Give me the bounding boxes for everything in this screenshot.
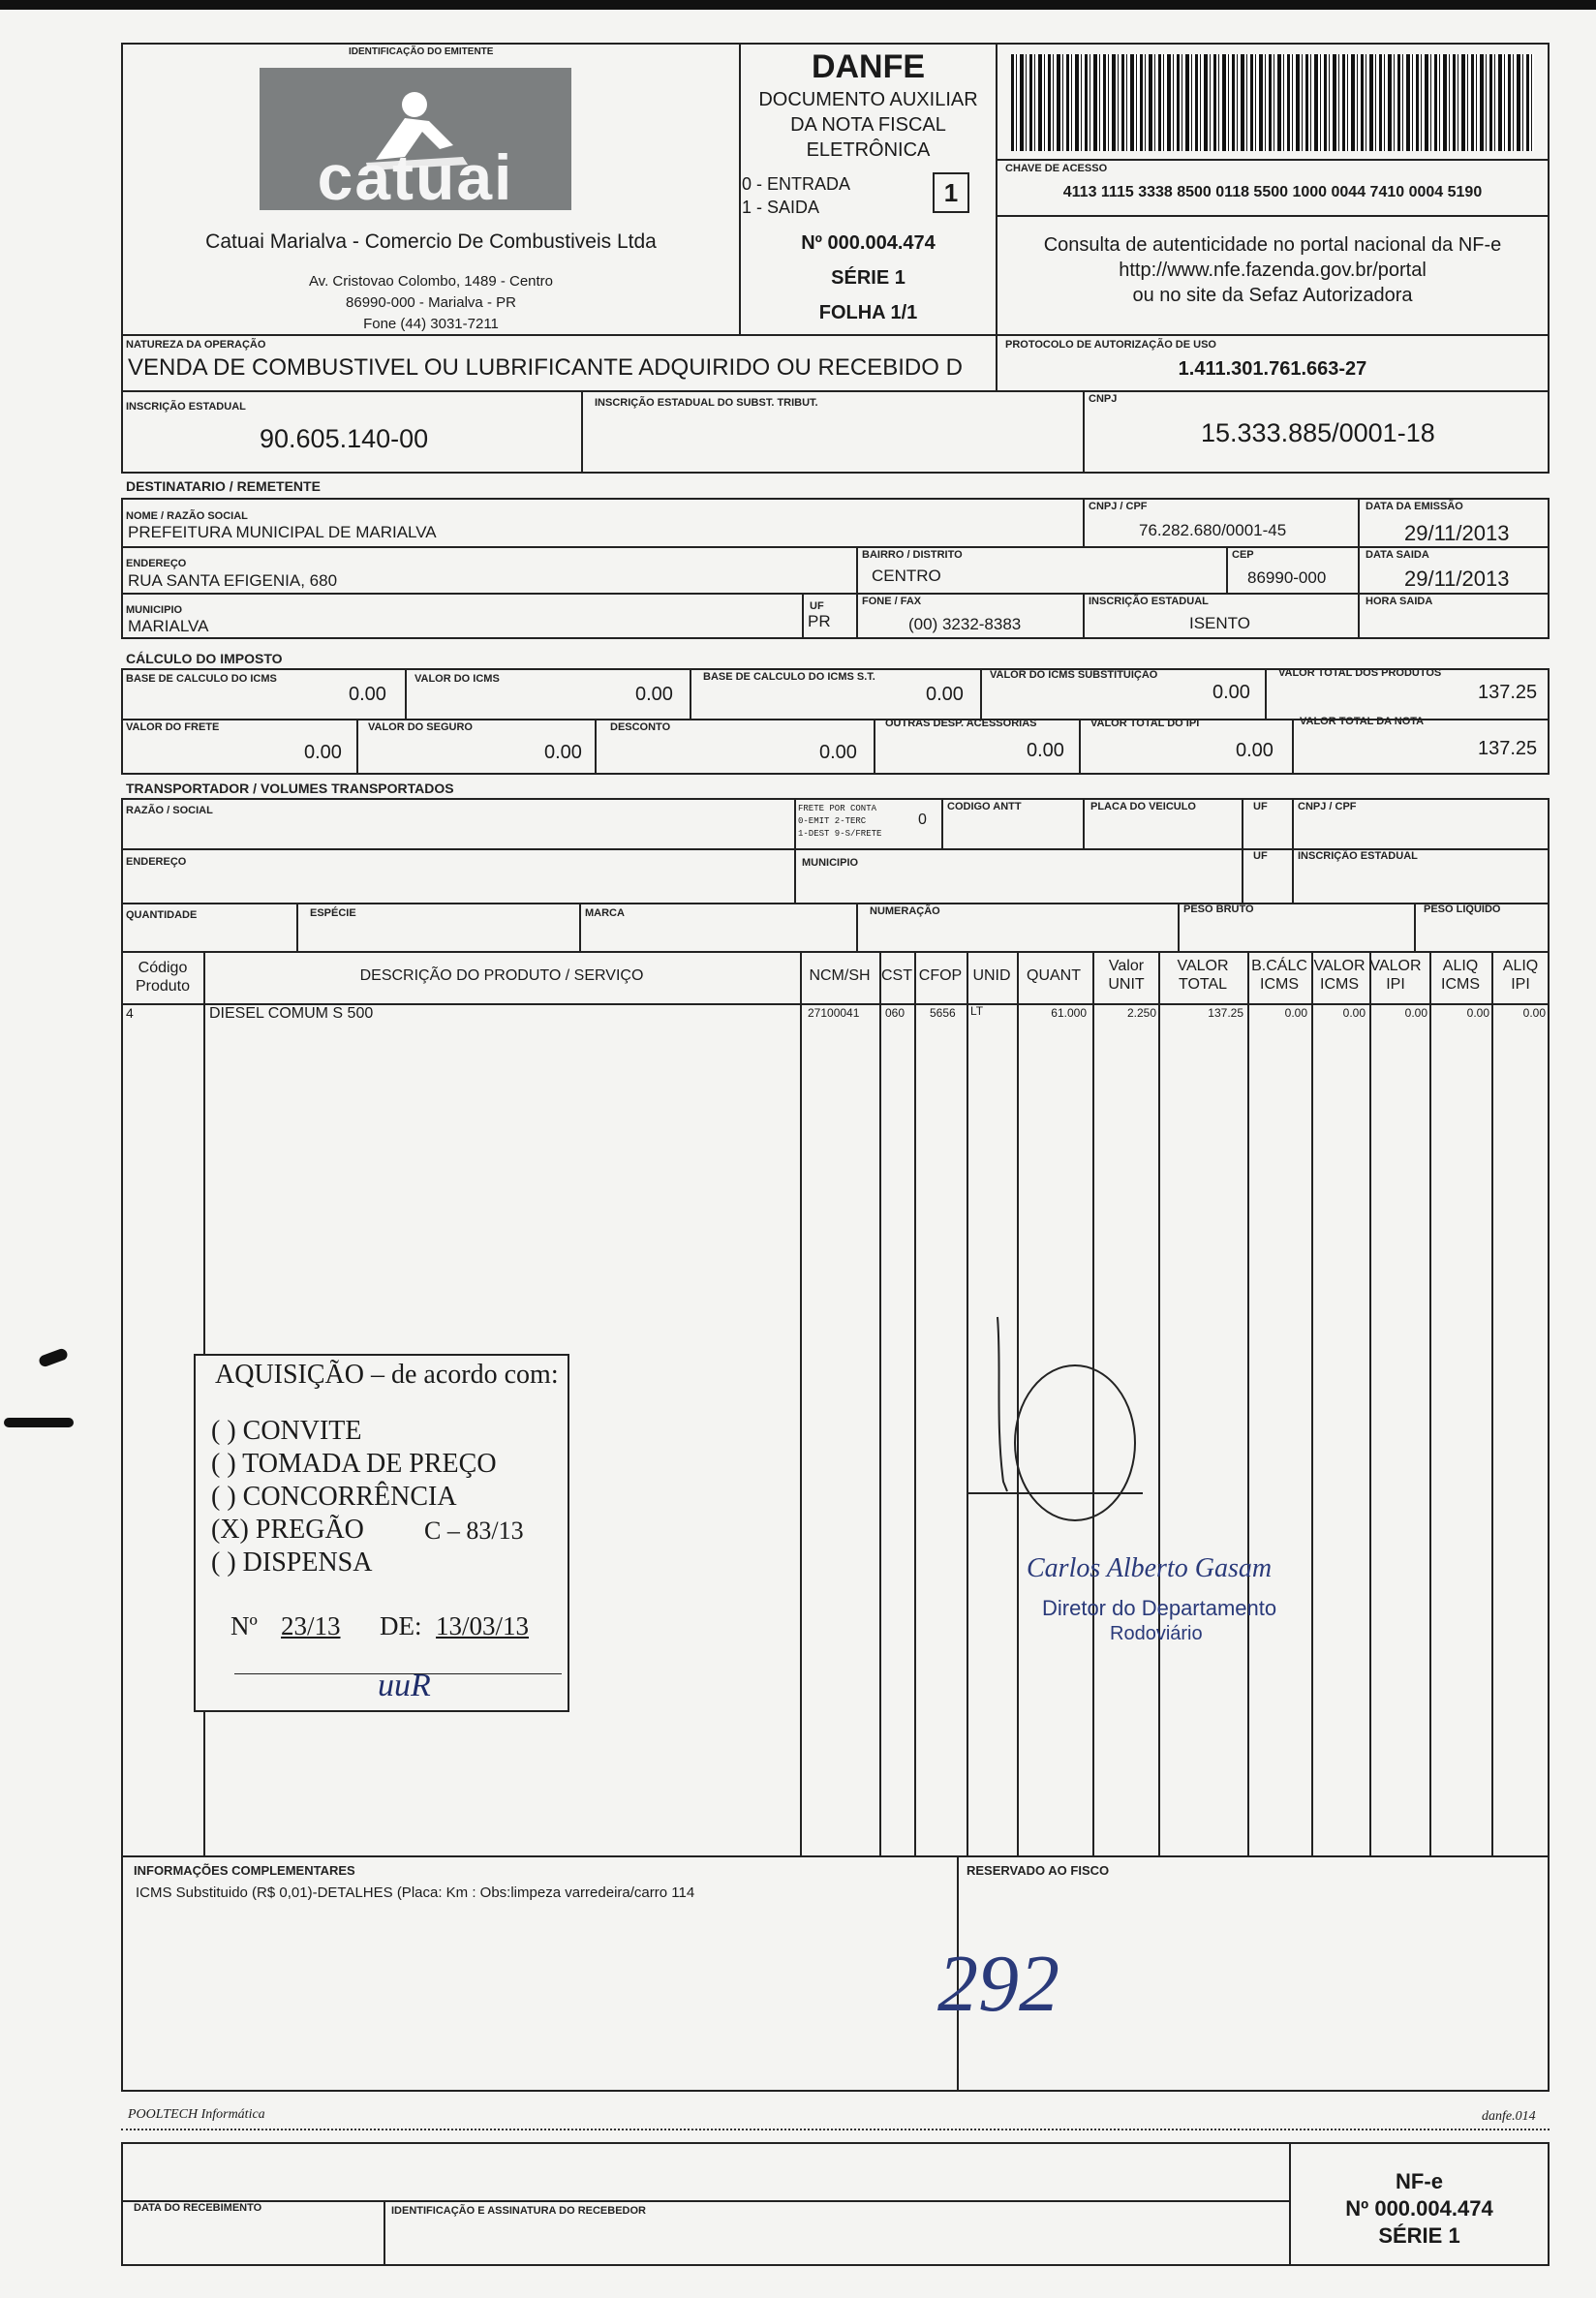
v-icms-label: VALOR DO ICMS [414, 673, 500, 685]
protocolo-label: PROTOCOLO DE AUTORIZAÇÃO DE USO [1005, 339, 1216, 351]
divider [384, 2200, 385, 2266]
peso-bruto-label: PESO BRUTO [1183, 904, 1254, 915]
frete-conta-2: 0-EMIT 2-TERC [798, 816, 867, 826]
frete-conta-3: 1-DEST 9-S/FRETE [798, 829, 882, 839]
seguro-label: VALOR DO SEGURO [368, 721, 473, 733]
divider [1083, 593, 1085, 639]
destinatario-box [121, 498, 1550, 639]
transp-endereco-label: ENDEREÇO [126, 856, 187, 868]
ipi-label: VALOR TOTAL DO IPI [1090, 718, 1200, 729]
header-codigo: Código Produto [135, 960, 191, 995]
dest-endereco: RUA SANTA EFIGENIA, 680 [128, 571, 338, 590]
danfe-folha: FOLHA 1/1 [818, 302, 918, 323]
scan-mark [4, 1418, 74, 1427]
divider [856, 903, 858, 953]
tear-line [121, 2129, 1550, 2130]
cell-codigo: 4 [126, 1005, 134, 1021]
signature-scribble [968, 1288, 1259, 1540]
divider [794, 798, 796, 904]
cell-valor-unit: 2.250 [1126, 1006, 1156, 1020]
divider [856, 546, 858, 593]
emitente-city: 86990-000 - Marialva - PR [346, 294, 516, 311]
dest-ie-label: INSCRIÇÃO ESTADUAL [1089, 596, 1209, 607]
barcode [1011, 54, 1534, 151]
divider [874, 719, 875, 775]
dest-cep: 86990-000 [1247, 568, 1327, 587]
column-divider [879, 951, 881, 1857]
divider [1358, 498, 1360, 639]
divider [121, 546, 1550, 548]
dest-nome: PREFEITURA MUNICIPAL DE MARIALVA [128, 523, 437, 541]
column-divider [1429, 951, 1431, 1857]
dest-ie: ISENTO [1189, 614, 1250, 632]
dest-saida-label: DATA SAIDA [1366, 549, 1429, 561]
numeracao-label: NUMERAÇÃO [870, 905, 940, 917]
divider [802, 593, 804, 639]
divider [941, 798, 943, 848]
divider [579, 903, 581, 953]
danfe-serie: SÉRIE 1 [831, 267, 905, 289]
dest-nome-label: NOME / RAZÃO SOCIAL [126, 510, 248, 522]
recebimento-label: DATA DO RECEBIMENTO [134, 2202, 262, 2214]
stamp-pregao-ref: C – 83/13 [424, 1517, 524, 1545]
consulta-2: http://www.nfe.fazenda.gov.br/portal [1119, 260, 1427, 281]
divider [1292, 798, 1294, 904]
header-valor-total: VALOR TOTAL [1177, 958, 1229, 993]
dest-endereco-label: ENDEREÇO [126, 558, 187, 569]
especie-label: ESPÉCIE [310, 907, 356, 919]
razao-label: RAZÃO / SOCIAL [126, 805, 213, 816]
v-prod-label: VALOR TOTAL DOS PRODUTOS [1278, 667, 1442, 679]
v-st-label: VALOR DO ICMS SUBSTITUIÇÃO [990, 669, 1158, 681]
dest-bairro: CENTRO [872, 567, 941, 585]
cell-cst: 060 [885, 1006, 905, 1020]
stamp-de-label: DE: [380, 1611, 422, 1640]
header-valor-unit: Valor UNIT [1108, 958, 1145, 993]
divider [1079, 719, 1081, 775]
emitente-phone: Fone (44) 3031-7211 [363, 316, 499, 332]
cell-cfop: 5656 [930, 1006, 956, 1020]
footer-code: danfe.014 [1482, 2109, 1536, 2124]
stamp-num-label: Nº [230, 1611, 258, 1640]
consulta-1: Consulta de autenticidade no portal nacional da NF-e [1043, 234, 1502, 256]
cell-valor-icms: 0.00 [1342, 1006, 1366, 1020]
dest-cnpj-label: CNPJ / CPF [1089, 501, 1148, 512]
stamp-dispensa: ( ) DISPENSA [211, 1547, 373, 1578]
divider [1083, 798, 1085, 848]
cell-aliq-ipi: 0.00 [1522, 1006, 1546, 1020]
signature-name: Carlos Alberto Gasam [1027, 1553, 1273, 1583]
identificacao-label: IDENTIFICAÇÃO E ASSINATURA DO RECEBEDOR [391, 2205, 646, 2217]
divider [996, 159, 1550, 161]
outras-label: OUTRAS DESP. ACESSORIAS [885, 718, 1037, 729]
danfe-subtitle-3: ELETRÔNICA [806, 139, 931, 161]
cnpj-value: 15.333.885/0001-18 [1201, 418, 1435, 447]
scan-mark [38, 1347, 69, 1368]
stamp-num: 23/13 [281, 1611, 341, 1640]
dest-bairro-label: BAIRRO / DISTRITO [862, 549, 963, 561]
divider [856, 593, 858, 639]
divider [1226, 546, 1228, 593]
column-divider [914, 951, 916, 1857]
quantidade-label: QUANTIDADE [126, 909, 198, 921]
protocolo-value: 1.411.301.761.663-27 [1178, 358, 1367, 380]
transp-ie-label: INSCRIÇÃO ESTADUAL [1298, 850, 1418, 862]
complementares-text: ICMS Substituido (R$ 0,01)-DETALHES (Placa: Km : Obs:limpeza varredeira/carro 114 [136, 1884, 695, 1901]
natureza-label: NATUREZA DA OPERAÇÃO [126, 339, 266, 351]
nota: 137.25 [1478, 738, 1538, 759]
danfe-title: DANFE [811, 48, 926, 85]
stamp-convite: ( ) CONVITE [211, 1416, 362, 1446]
cell-descricao: DIESEL COMUM S 500 [209, 1005, 374, 1022]
header-aliq-ipi: ALIQ IPI [1502, 958, 1539, 993]
danfe-entrada: 0 - ENTRADA [742, 174, 851, 194]
cell-quant: 61.000 [1051, 1006, 1087, 1020]
column-divider [800, 951, 802, 1857]
ipi: 0.00 [1236, 740, 1274, 761]
antt-label: CODIGO ANTT [947, 801, 1022, 812]
footer-brand: POOLTECH Informática [128, 2107, 265, 2122]
natureza-value: VENDA DE COMBUSTIVEL OU LUBRIFICANTE ADQUIRIDO OU RECEBIDO D [128, 354, 963, 381]
divider [1265, 668, 1267, 719]
dest-municipio-label: MUNICIPIO [126, 604, 183, 616]
header-cst: CST [881, 967, 912, 984]
danfe-subtitle-1: DOCUMENTO AUXILIAR [758, 89, 978, 110]
frete-label: VALOR DO FRETE [126, 721, 220, 733]
frete-conta-1: FRETE POR CONTA [798, 804, 877, 813]
footer-numero: Nº 000.004.474 [1345, 2196, 1493, 2221]
column-divider [1491, 951, 1493, 1857]
fisco-handwritten: 292 [937, 1939, 1059, 2029]
divider [296, 903, 298, 953]
bc-st: 0.00 [926, 684, 964, 705]
divider [1242, 798, 1243, 904]
header-cfop: CFOP [918, 967, 963, 984]
dest-uf-label: UF [810, 600, 824, 612]
divider [121, 2200, 1289, 2202]
acquisition-stamp [194, 1354, 569, 1712]
dest-emissao: 29/11/2013 [1404, 521, 1510, 545]
dest-cnpj: 76.282.680/0001-45 [1139, 521, 1287, 539]
header-descricao: DESCRIÇÃO DO PRODUTO / SERVIÇO [359, 967, 644, 984]
bc-st-label: BASE DE CALCULO DO ICMS S.T. [703, 671, 875, 683]
header-ncm: NCM/SH [809, 967, 871, 984]
frete-conta-value: 0 [918, 812, 927, 828]
fisco-label: RESERVADO AO FISCO [967, 1863, 1110, 1878]
v-prod: 137.25 [1478, 682, 1538, 703]
divider [1083, 498, 1085, 546]
dest-hora-label: HORA SAIDA [1366, 596, 1433, 607]
stamp-pregao: (X) PREGÃO [211, 1515, 364, 1545]
emitente-logo [260, 68, 571, 213]
chave-label: CHAVE DE ACESSO [1005, 163, 1108, 174]
header-quant: QUANT [1027, 967, 1081, 984]
divider [581, 390, 583, 474]
emitente-label: IDENTIFICAÇÃO DO EMITENTE [349, 46, 494, 57]
dest-municipio: MARIALVA [128, 617, 209, 635]
cell-valor-total: 137.25 [1208, 1006, 1243, 1020]
column-divider [1369, 951, 1371, 1857]
cell-aliq-icms: 0.00 [1466, 1006, 1489, 1020]
seguro: 0.00 [544, 742, 582, 763]
v-icms: 0.00 [635, 684, 673, 705]
divider [356, 719, 358, 775]
desconto-label: DESCONTO [610, 721, 671, 733]
signature-role-2: Rodoviário [1110, 1623, 1203, 1640]
divider [595, 719, 597, 775]
header-bc-icms: B.CÁLC ICMS [1251, 958, 1307, 993]
cell-valor-ipi: 0.00 [1404, 1006, 1427, 1020]
ie-label: INSCRIÇÃO ESTADUAL [126, 401, 246, 413]
dest-cep-label: CEP [1232, 549, 1254, 561]
bc-icms: 0.00 [349, 684, 386, 705]
marca-label: MARCA [585, 907, 625, 919]
cell-ncm: 27100041 [808, 1006, 860, 1020]
outras: 0.00 [1027, 740, 1064, 761]
consulta-3: ou no site da Sefaz Autorizadora [1132, 285, 1413, 306]
divider [1292, 719, 1294, 775]
dest-fone-label: FONE / FAX [862, 596, 922, 607]
desconto: 0.00 [819, 742, 857, 763]
stamp-de: 13/03/13 [436, 1611, 530, 1640]
stamp-initials: uuR [378, 1668, 431, 1703]
header-aliq-icms: ALIQ ICMS [1441, 958, 1480, 993]
destinatario-section: DESTINATARIO / REMETENTE [126, 478, 321, 494]
stamp-tomada: ( ) TOMADA DE PREÇO [211, 1449, 497, 1479]
danfe-saida: 1 - SAIDA [742, 198, 820, 217]
divider [405, 668, 407, 719]
header-valor-icms: VALOR ICMS [1313, 958, 1366, 993]
header-valor-ipi: VALOR IPI [1369, 958, 1422, 993]
dest-saida: 29/11/2013 [1404, 567, 1510, 591]
frete: 0.00 [304, 742, 342, 763]
scan-edge [0, 0, 1596, 10]
transportador-section: TRANSPORTADOR / VOLUMES TRANSPORTADOS [126, 781, 454, 796]
chave-value: 4113 1115 3338 8500 0118 5500 1000 0044 7410 0004 5190 [1062, 184, 1483, 200]
ie-value: 90.605.140-00 [260, 424, 429, 453]
danfe-subtitle-2: DA NOTA FISCAL [790, 114, 946, 136]
ie-st-label: INSCRIÇÃO ESTADUAL DO SUBST. TRIBUT. [595, 397, 818, 409]
dest-emissao-label: DATA DA EMISSÃO [1366, 501, 1463, 512]
transp-municipio-label: MUNICIPIO [802, 857, 859, 869]
signature-role-1: Diretor do Departamento [1042, 1596, 1277, 1620]
danfe-numero: Nº 000.004.474 [801, 232, 936, 254]
divider [996, 215, 1550, 217]
nota-label: VALOR TOTAL DA NOTA [1300, 716, 1425, 727]
footer-serie: SÉRIE 1 [1378, 2223, 1460, 2248]
dest-fone: (00) 3232-8383 [908, 615, 1022, 633]
cell-unid: LT [970, 1004, 984, 1018]
transp-uf-label: UF [1253, 801, 1268, 812]
divider [690, 668, 691, 719]
imposto-section: CÁLCULO DO IMPOSTO [126, 651, 283, 666]
peso-liquido-label: PESO LIQUIDO [1424, 904, 1501, 915]
stamp-concorrencia: ( ) CONCORRÊNCIA [211, 1482, 457, 1512]
dest-uf: PR [808, 612, 831, 630]
cell-bc-icms: 0.00 [1284, 1006, 1307, 1020]
placa-label: PLACA DO VEICULO [1090, 801, 1196, 812]
danfe-tipo: 1 [933, 172, 969, 213]
stamp-title: AQUISIÇÃO – de acordo com: [215, 1360, 559, 1390]
column-divider [1311, 951, 1313, 1857]
cnpj-label: CNPJ [1089, 393, 1118, 405]
divider [980, 668, 982, 719]
emitente-name: Catuai Marialva - Comercio De Combustiveis Ltda [205, 230, 657, 253]
bc-icms-label: BASE DE CALCULO DO ICMS [126, 673, 277, 685]
header-unid: UNID [972, 967, 1011, 984]
divider [1414, 903, 1416, 953]
transp-cnpj-label: CNPJ / CPF [1298, 801, 1357, 812]
divider [121, 593, 1550, 595]
divider [1083, 390, 1085, 474]
divider [1178, 903, 1180, 953]
v-st: 0.00 [1212, 682, 1250, 703]
emitente-address: Av. Cristovao Colombo, 1489 - Centro [308, 273, 554, 290]
footer-nfe: NF-e [1396, 2169, 1443, 2193]
transp-uf2-label: UF [1253, 850, 1268, 862]
complementares-label: INFORMAÇÕES COMPLEMENTARES [134, 1863, 355, 1878]
logo-text: catuai [317, 141, 514, 213]
